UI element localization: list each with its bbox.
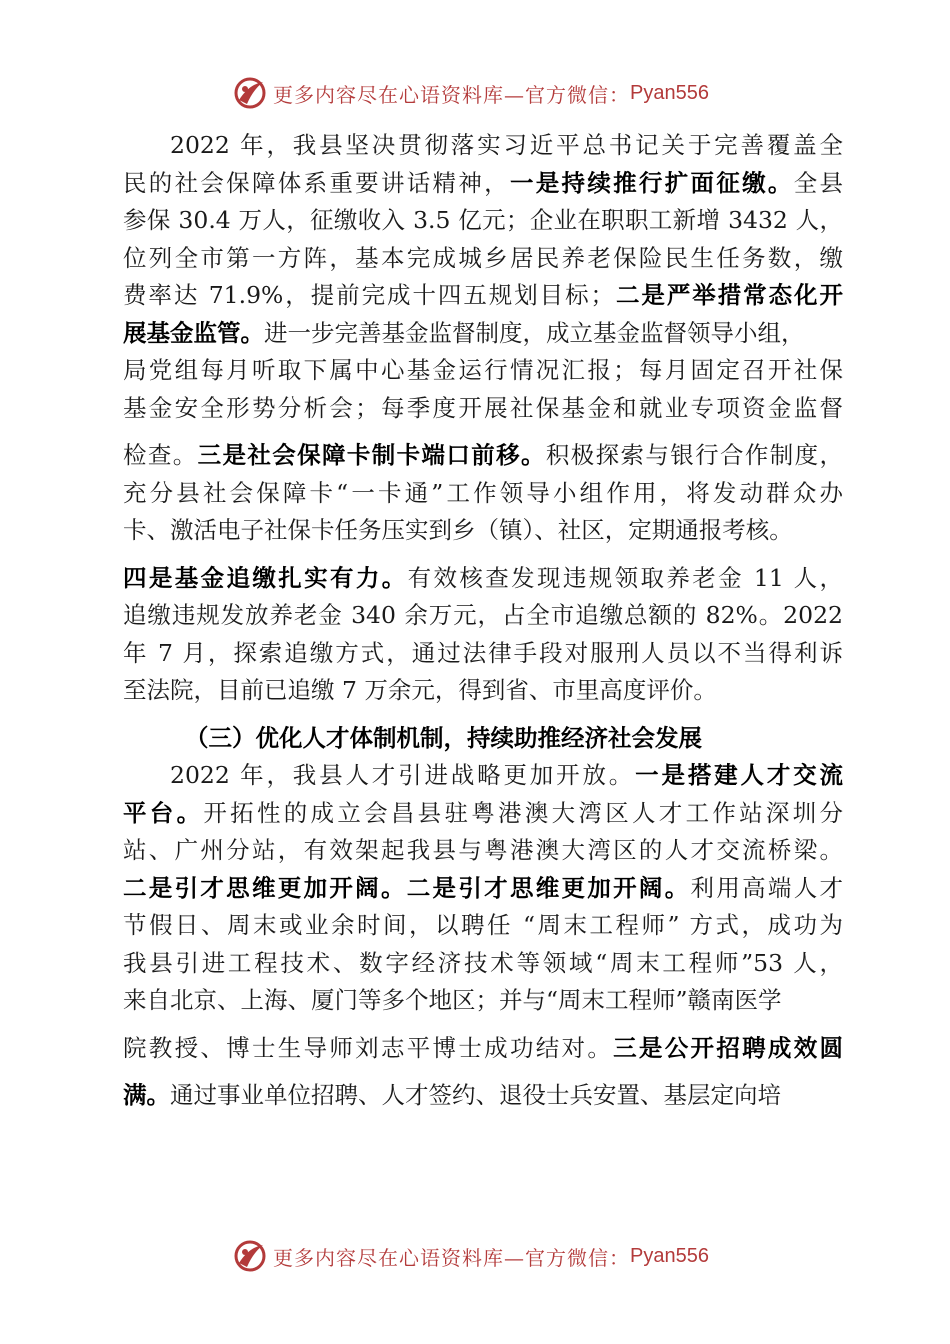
body-line: 2022 年，我县坚决贯彻落实习近平总书记关于完善覆盖全 xyxy=(170,131,843,159)
body-line: 至法院，目前已追缴 7 万余元，得到省、市里高度评价。 xyxy=(123,676,717,704)
brush-logo-icon xyxy=(233,76,267,110)
body-line: 四是基金追缴扎实有力。有效核查发现违规领取养老金 11 人， xyxy=(123,563,844,592)
body-line: 检查。三是社会保障卡制卡端口前移。积极探索与银行合作制度， xyxy=(123,441,843,469)
body-line: 2022 年，我县人才引进战略更加开放。一是搭建人才交流 xyxy=(170,761,844,789)
body-line: 平台。开拓性的成立会昌县驻粤港澳大湾区人才工作站深圳分 xyxy=(123,798,844,827)
body-line: 局党组每月听取下属中心基金运行情况汇报；每月固定召开社保 xyxy=(123,356,843,384)
body-line: 民的社会保障体系重要讲话精神，一是持续推行扩面征缴。全县 xyxy=(123,168,844,197)
brush-logo-icon xyxy=(233,1239,267,1273)
body-line: 位列全市第一方阵，基本完成城乡居民养老保险民生任务数，缴 xyxy=(123,243,843,272)
watermark-text: 更多内容尽在心语资料库—官方微信： xyxy=(273,1245,630,1270)
header-watermark xyxy=(233,73,709,113)
body-line: 来自北京、上海、厦门等多个地区；并与“周末工程师”赣南医学 xyxy=(123,986,782,1014)
body-line: 卡、激活电子社保卡任务压实到乡（镇）、社区，定期通报考核。 xyxy=(123,516,793,544)
body-line: 参保 30.4 万人，征缴收入 3.5 亿元；企业在职职工新增 3432 人， xyxy=(123,206,843,234)
body-line: 费率达 71.9%，提前完成十四五规划目标；二是严举措常态化开 xyxy=(123,281,843,309)
footer-watermark xyxy=(233,1236,709,1276)
watermark-id: Pyan556 xyxy=(630,1244,709,1267)
body-line: 我县引进工程技术、数字经济技术等领域“周末工程师”53 人， xyxy=(123,948,843,977)
section-heading: （三）优化人才体制机制，持续助推经济社会发展 xyxy=(185,723,702,752)
document-body xyxy=(123,127,843,1115)
body-line: 追缴违规发放养老金 340 余万元，占全市追缴总额的 82%。2022 xyxy=(123,601,843,629)
watermark-id: Pyan556 xyxy=(630,81,709,104)
body-line: 充分县社会保障卡“一卡通”工作领导小组作用，将发动群众办 xyxy=(123,478,843,507)
body-line: 基金安全形势分析会；每季度开展社保基金和就业专项资金监督 xyxy=(123,393,843,422)
body-line: 院教授、博士生导师刘志平博士成功结对。三是公开招聘成效圆 xyxy=(123,1033,844,1062)
watermark-text: 更多内容尽在心语资料库—官方微信： xyxy=(273,82,630,107)
body-line: 二是引才思维更加开阔。二是引才思维更加开阔。利用高端人才 xyxy=(123,873,844,902)
body-line: 节假日、周末或业余时间，以聘任 “周末工程师” 方式，成功为 xyxy=(123,911,843,939)
body-line: 年 7 月，探索追缴方式，通过法律手段对服刑人员以不当得利诉 xyxy=(123,638,843,667)
body-line: 满。通过事业单位招聘、人才签约、退役士兵安置、基层定向培 xyxy=(123,1081,781,1109)
body-line: 展基金监管。进一步完善基金监督制度，成立基金监督领导小组， xyxy=(123,318,805,347)
body-line: 站、广州分站，有效架起我县与粤港澳大湾区的人才交流桥梁。 xyxy=(123,836,843,864)
